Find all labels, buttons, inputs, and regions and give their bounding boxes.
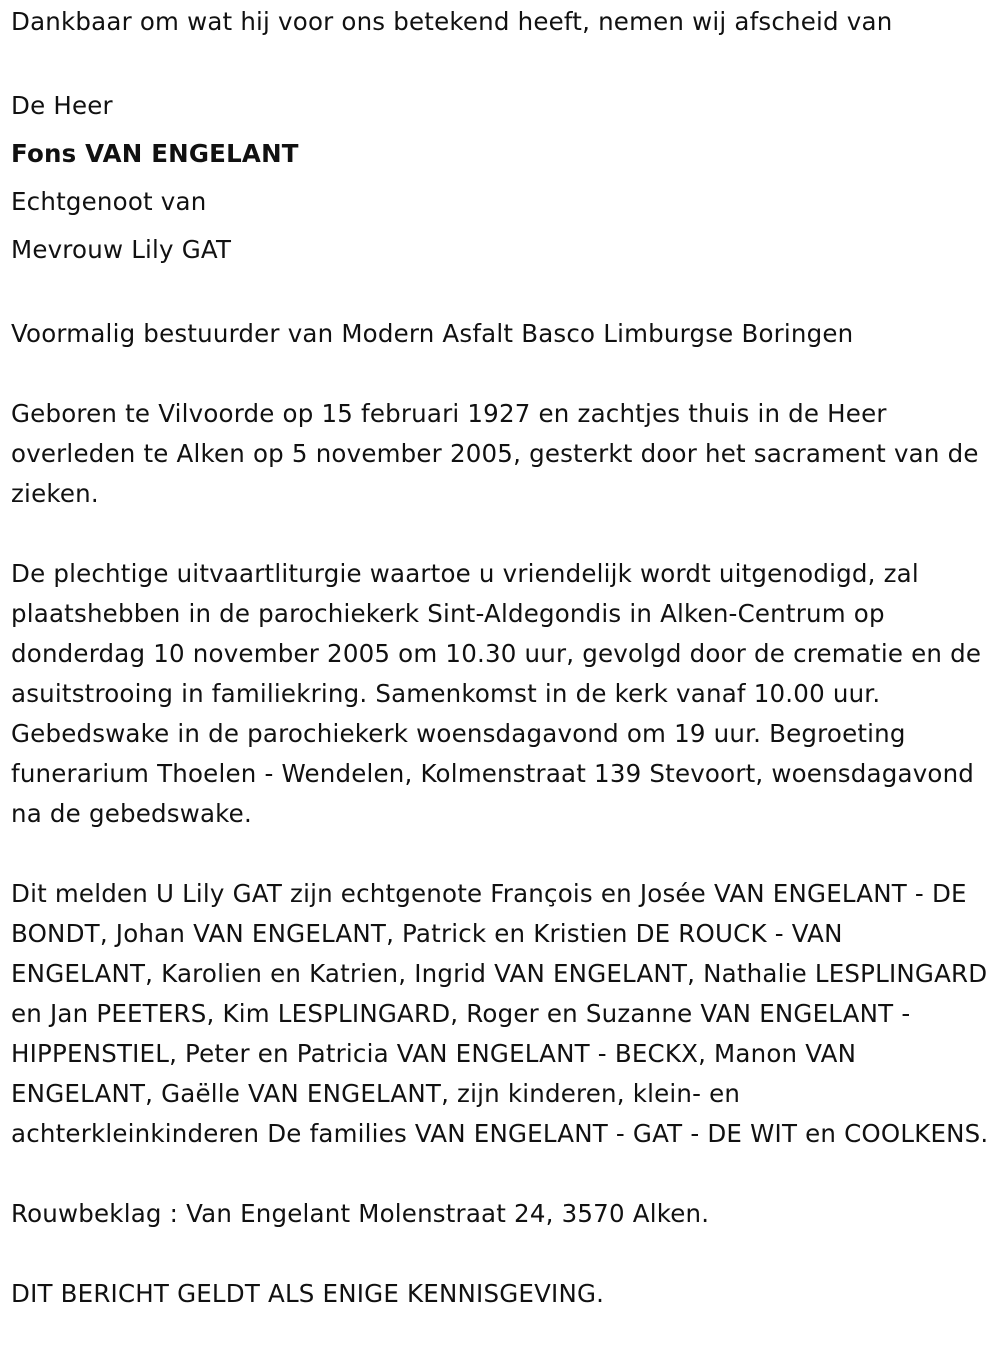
spacer — [11, 1154, 991, 1194]
spouse-label: Echtgenoot van — [11, 187, 207, 216]
deceased-name: Fons VAN ENGELANT — [11, 139, 299, 168]
spacer — [11, 1234, 991, 1274]
obituary-notice — [11, 2, 991, 1314]
spacer — [11, 354, 991, 394]
closing-text: DIT BERICHT GELDT ALS ENIGE KENNISGEVING. — [11, 1279, 605, 1308]
family-text: Dit melden U Lily GAT zijn echtgenote François en Josée VAN ENGELANT - DE BONDT, Johan VAN ENGELANT, Patrick en Kristien DE ROUCK - VAN ENGELANT, Karolien en Katrien, Ingrid VAN ENGELANT, Nathalie LESPLINGARD en Jan PEETERS, Kim LESPLINGARD, Roger en Suzanne VAN ENGELANT - HIPPENSTIEL, Peter en Patricia VAN ENGELANT - BECKX, Manon VAN ENGELANT, Gaëlle VAN ENGELANT, zijn kinderen, klein- en achterkleinkinderen De families VAN ENGELANT - GAT - DE WIT en COOLKENS. — [11, 879, 989, 1148]
spacer — [11, 834, 991, 874]
occupation-text: Voormalig bestuurder van Modern Asfalt Basco Limburgse Boringen — [11, 319, 854, 348]
title-prefix: De Heer — [11, 91, 113, 120]
spacer — [11, 42, 991, 82]
condolence-address: Rouwbeklag : Van Engelant Molenstraat 24, 3570 Alken. — [11, 1199, 710, 1228]
intro-text: Dankbaar om wat hij voor ons betekend heeft, nemen wij afscheid van — [11, 7, 893, 36]
birth-death-text: Geboren te Vilvoorde op 15 februari 1927 en zachtjes thuis in de Heer overleden te Alken op 5 november 2005, gesterkt door het sacrament van de zieken. — [11, 399, 979, 508]
spouse-name: Mevrouw Lily GAT — [11, 235, 232, 264]
spacer — [11, 274, 991, 314]
funeral-text: De plechtige uitvaartliturgie waartoe u vriendelijk wordt uitgenodigd, zal plaatshebben in de parochiekerk Sint-Aldegondis in Alken-Centrum op donderdag 10 november 2005 om 10.30 uur, gevolgd door de crematie en de asuitstrooing in familiekring. Samenkomst in de kerk vanaf 10.00 uur. Gebedswake in de parochiekerk woensdagavond om 19 uur. Begroeting funerarium Thoelen - Wendelen, Kolmenstraat 139 Stevoort, woensdagavond na de gebedswake. — [11, 559, 982, 828]
spacer — [11, 514, 991, 554]
